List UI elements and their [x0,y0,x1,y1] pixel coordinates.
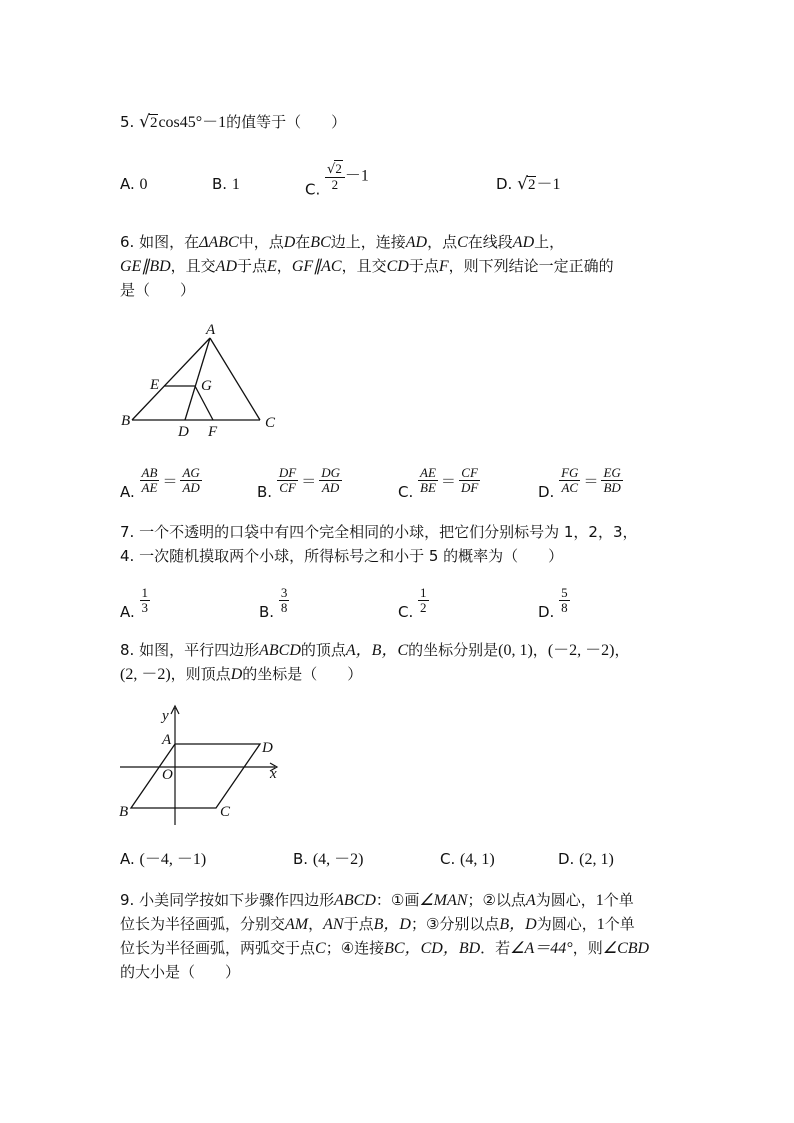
q7-option-a[interactable]: A. $\frac{1}{3}$ [120,585,149,621]
q7-stem-line2: 4. 一次随机摸取两个小球，所得标号之和小于 5 的概率为（ ） [120,547,564,565]
label-A: A [162,732,172,748]
q5-option-b[interactable]: B. 1 [212,175,240,193]
segment-AB [132,338,210,420]
q6-triangle-figure [110,318,290,443]
label-E: E [150,377,160,393]
label-y: y [162,708,169,724]
q7-option-b[interactable]: B. $\frac{3}{8}$ [259,585,288,621]
label-D: D [262,740,273,756]
q9-stem-line2: 位长为半径画弧，分别交AM，AN于点B，D；③分别以点B，D为圆心，1个单 [120,915,635,933]
q6-stem-line3: 是（ ） [120,281,196,299]
label-F: F [208,424,218,440]
label-B: B [119,804,129,820]
q6-option-d[interactable]: D. $\frac{FG}{AC}$ ＝ $\frac{EG}{BD}$ [538,465,621,501]
label-O: O [162,767,173,783]
label-C: C [265,415,276,431]
label-G: G [201,378,212,394]
q8-option-b[interactable]: B. (4, －2) [293,850,364,868]
q5-option-a[interactable]: A. 0 [120,175,148,193]
q5-option-c-fraction: $\frac{√2}{2}$ [325,160,345,192]
q8-option-a[interactable]: A. (－4, －1) [120,850,207,868]
parallelogram-ABCD [131,744,260,808]
q9-stem-line4: 的大小是（ ） [120,963,241,981]
q8-stem-line2: (2, －2)，则顶点D的坐标是（ ） [120,665,363,683]
label-A: A [206,322,216,338]
q6-stem-line2: GE∥BD，且交AD于点E，GF∥AC，且交CD于点F，则下列结论一定正确的 [120,257,614,275]
label-C: C [220,804,231,820]
q5-option-d[interactable]: D. √2－1 [496,174,561,194]
q8-stem-line1: 8. 如图，平行四边形ABCD的顶点A，B，C的坐标分别是(0, 1)，(－2, －2)， [120,641,630,659]
q9-stem-line1: 9. 小美同学按如下步骤作四边形ABCD：①画∠MAN；②以点A为圆心，1个单 [120,891,634,909]
q6-stem-line1: 6. 如图，在ΔABC中，点D在BC边上，连接AD，点C在线段AD上， [120,233,565,251]
q8-option-d[interactable]: D. (2, 1) [558,850,614,868]
q8-option-c[interactable]: C. (4, 1) [440,850,495,868]
q9-stem-line3: 位长为半径画弧，两弧交于点C；④连接BC，CD，BD．若∠A＝44°，则∠CBD [120,939,650,957]
q8-parallelogram-figure [110,700,290,830]
segment-AC [210,338,260,420]
q7-stem-line1: 7. 一个不透明的口袋中有四个完全相同的小球，把它们分别标号为 1，2，3， [120,523,638,541]
q6-option-a[interactable]: A. $\frac{AB}{AE}$ ＝ $\frac{AG}{AD}$ [120,465,200,501]
q5-option-c[interactable]: C. $\frac{√2}{2}$ －1 [305,161,369,199]
q7-option-c[interactable]: C. $\frac{1}{2}$ [398,585,427,621]
q7-option-d[interactable]: D. $\frac{5}{8}$ [538,585,568,621]
label-B: B [121,413,131,429]
label-x: x [270,766,277,782]
q6-option-c[interactable]: C. $\frac{AE}{BE}$ ＝ $\frac{CF}{DF}$ [398,465,479,501]
q6-option-b[interactable]: B. $\frac{DF}{CF}$ ＝ $\frac{DG}{AD}$ [257,465,340,501]
sqrt-symbol: √ [139,112,150,132]
label-D: D [178,424,189,440]
q5-stem: 5. √2cos45°－1的值等于（ ） [120,112,347,132]
